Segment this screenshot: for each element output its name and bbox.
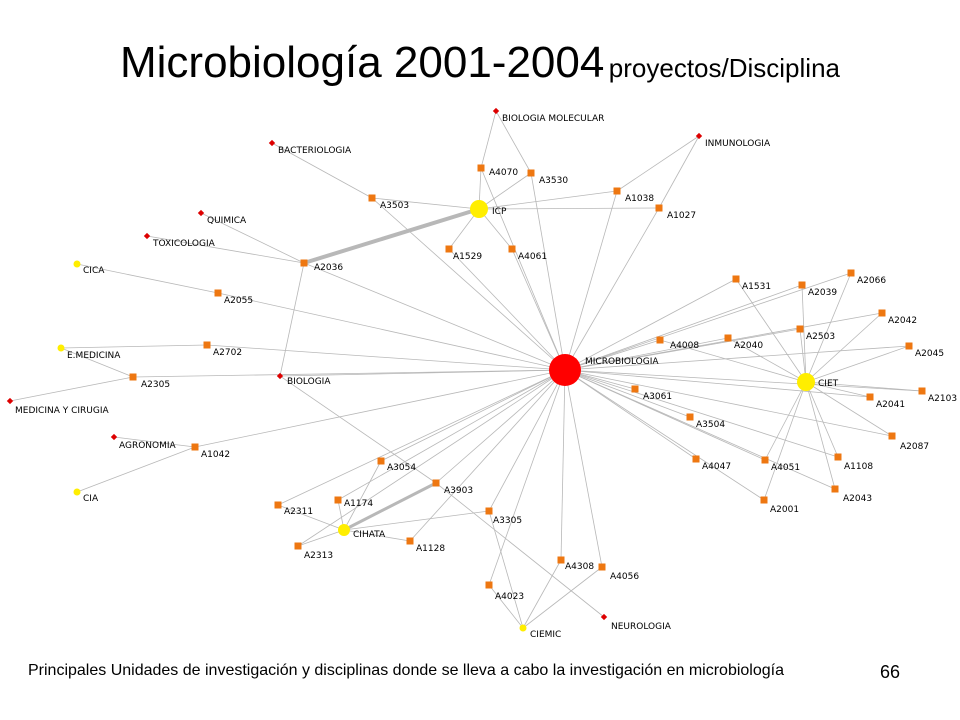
node-marker [74,489,81,496]
node-a2055 [215,290,254,307]
node-label: A2040 [734,341,764,351]
node-a2040 [725,335,764,352]
node-ciet [797,373,839,391]
node-marker [919,388,926,395]
edge-a3903-microbiologia [436,370,565,483]
node-a2001 [761,497,800,516]
node-label: CIHATA [353,530,386,540]
node-a4051 [762,457,801,474]
node-marker [867,394,874,401]
edge-a3305-microbiologia [489,370,565,511]
node-label: A4056 [610,572,640,582]
edge-biologia_molecular-a4070 [481,111,496,168]
edge-biologia-microbiologia [280,370,565,376]
edge-a2313-cihata [298,530,344,546]
node-a2305 [130,374,171,391]
node-marker [889,433,896,440]
node-marker [558,557,565,564]
node-label: CICA [83,266,105,276]
node-label: A2055 [224,296,254,306]
edge-a2702-e_medicina [61,345,207,348]
node-label: A1108 [844,462,874,472]
node-a2702 [204,342,243,359]
node-label: A1529 [453,252,483,262]
node-label: NEUROLOGIA [611,622,671,632]
node-marker [130,374,137,381]
node-marker [614,188,621,195]
node-label: A4308 [565,562,595,572]
node-label: INMUNOLOGIA [705,139,771,149]
node-a3903 [433,480,474,497]
node-a1529 [446,246,483,263]
node-label: A2036 [314,263,344,273]
node-a1027 [656,205,697,222]
node-a1128 [407,538,446,555]
node-ciemic [520,625,562,641]
edge-a4308-microbiologia [561,370,565,560]
node-marker [111,434,117,440]
node-marker [269,140,275,146]
node-label: A3305 [493,516,523,526]
node-a1108 [835,454,874,473]
edge-a1128-microbiologia [410,370,565,541]
node-a2103 [919,388,958,405]
node-marker [338,524,350,536]
node-a3530 [528,170,569,187]
node-medicina-y-cirugia [7,398,110,416]
node-marker [733,276,740,283]
edge-a1042-microbiologia [195,370,565,447]
node-marker [192,444,199,451]
node-label: A2042 [888,316,918,326]
node-label: A4070 [489,168,519,178]
page-number: 66 [880,662,901,682]
edge-a4056-microbiologia [565,370,602,567]
node-marker [493,108,499,114]
node-label: A1038 [625,194,655,204]
node-inmunologia [696,133,771,149]
node-label: QUIMICA [207,216,247,226]
node-marker [204,342,211,349]
node-marker [599,564,606,571]
slide-caption: Principales Unidades de investigación y disciplinas donde se lleva a cabo la investigación en microbiología [28,662,784,679]
node-a2311 [275,502,314,518]
node-neurologia [601,614,672,632]
node-label: ICP [492,207,507,217]
node-a2045 [906,343,945,360]
node-label: A1042 [201,450,231,460]
edge-a2043-ciet [806,382,835,489]
node-a2042 [879,310,918,327]
node-label: A1531 [742,282,772,292]
edge-a4070-microbiologia [481,168,565,370]
node-agronomia [111,434,177,451]
node-marker [797,373,815,391]
node-marker [486,582,493,589]
node-marker [528,170,535,177]
node-biologia-molecular [493,108,605,124]
node-label: A2503 [806,332,836,342]
node-a4308 [558,557,595,573]
edges-layer [10,111,922,628]
node-a4047 [693,456,732,473]
edge-a1108-microbiologia [565,370,838,457]
node-a2043 [832,486,873,505]
node-a1531 [733,276,772,293]
node-label: E.MEDICINA [67,351,121,361]
node-marker [799,282,806,289]
node-a1038 [614,188,655,205]
node-label: BACTERIOLOGIA [278,146,352,156]
node-marker [520,625,527,632]
node-marker [407,538,414,545]
node-a2066 [848,270,887,287]
node-a3054 [378,458,417,474]
node-marker [656,205,663,212]
node-label: A2103 [928,394,958,404]
node-label: TOXICOLOGIA [153,239,215,249]
node-marker [7,398,13,404]
node-label: MICROBIOLOGIA [585,357,659,367]
node-marker [657,337,664,344]
node-marker [369,195,376,202]
node-marker [848,270,855,277]
edge-a1027-microbiologia [565,208,659,370]
edge-a2311-microbiologia [278,370,565,505]
node-a3503 [369,195,410,212]
node-marker [198,210,204,216]
edge-a2045-ciet [806,346,909,382]
node-label: A1128 [416,544,446,554]
node-marker [433,480,440,487]
node-marker [832,486,839,493]
node-label: A3061 [643,392,673,402]
edge-a2313-microbiologia [298,370,565,546]
edge-a2036-microbiologia [304,263,565,370]
edge-a2305-medicina_y_cirugia [10,377,133,401]
node-label: A2311 [284,507,314,517]
edge-a1042-cia [77,447,195,492]
edge-a2702-microbiologia [207,345,565,370]
node-marker [797,326,804,333]
edge-a1531-ciet [736,279,806,382]
node-marker [215,290,222,297]
node-label: A2313 [304,551,334,561]
node-label: A4008 [670,341,700,351]
title-main: Microbiología 2001-2004 [120,38,605,87]
node-marker [693,456,700,463]
node-label: CIA [83,494,99,504]
node-marker [835,454,842,461]
edge-a4308-ciemic [523,560,561,628]
node-bacteriologia [269,140,352,156]
node-marker [277,373,283,379]
node-cia [74,489,99,505]
node-a4070 [478,165,519,179]
title-subtitle: proyectos/Disciplina [608,53,840,83]
node-marker [761,497,768,504]
node-a4023 [486,582,525,603]
node-label: BIOLOGIA [287,377,331,387]
node-label: A2001 [770,505,800,515]
node-label: A3530 [539,176,569,186]
node-a3061 [632,386,673,403]
node-label: A2041 [876,400,906,410]
node-marker [632,386,639,393]
node-marker [762,457,769,464]
edge-a1038-microbiologia [565,191,617,370]
node-a2313 [295,543,334,562]
node-cihata [338,524,386,540]
edge-a1174-microbiologia [338,370,565,500]
node-label: A2305 [141,380,171,390]
node-label: CIET [818,379,839,389]
node-label: A2039 [808,288,838,298]
node-marker [696,133,702,139]
edge-a4056-ciemic [523,567,602,628]
node-marker [335,497,342,504]
node-label: A2066 [857,276,887,286]
node-label: BIOLOGIA MOLECULAR [502,114,605,124]
edge-inmunologia-a1038 [617,136,699,191]
node-a2036 [301,260,344,274]
node-label: MEDICINA Y CIRUGIA [15,406,109,416]
node-label: A4051 [771,463,801,473]
node-label: A4023 [495,592,525,602]
node-a4056 [599,564,640,583]
node-marker [879,310,886,317]
node-label: A3504 [696,420,726,430]
edge-a4051-ciet [765,382,806,460]
node-marker [144,233,150,239]
edge-a2001-ciet [764,382,806,500]
node-a1042 [192,444,231,461]
node-a2087 [889,433,930,453]
node-label: A3054 [387,463,417,473]
edge-inmunologia-a1027 [659,136,699,208]
node-a4008 [657,337,700,352]
node-marker [549,354,581,386]
node-label: A2087 [900,442,930,452]
node-label: AGRONOMIA [119,441,176,451]
node-marker [301,260,308,267]
node-microbiologia [549,354,659,386]
edge-a3530-microbiologia [531,173,565,370]
node-marker [906,343,913,350]
node-marker [470,200,488,218]
node-label: A2043 [843,494,873,504]
node-toxicologia [144,233,216,249]
edge-a2042-ciet [806,313,882,382]
edge-a2036-biologia [280,263,304,376]
edge-a2001-microbiologia [565,370,764,500]
node-label: CIEMIC [530,630,562,640]
node-label: A2702 [213,348,243,358]
node-cica [74,261,106,277]
node-label: A3903 [444,486,474,496]
node-a2041 [867,394,906,411]
node-marker [446,246,453,253]
node-label: A3503 [380,201,410,211]
node-label: A2045 [915,349,945,359]
node-marker [478,165,485,172]
node-a2503 [797,326,836,343]
node-label: A1027 [667,211,697,221]
node-label: A4061 [518,252,548,262]
node-label: A4047 [702,462,732,472]
edge-a2055-microbiologia [218,293,565,370]
node-marker [295,543,302,550]
node-marker [275,502,282,509]
edge-a3503-microbiologia [372,198,565,370]
node-marker [378,458,385,465]
node-marker [725,335,732,342]
node-a1174 [335,497,374,510]
node-quimica [198,210,247,226]
node-marker [74,261,81,268]
node-marker [687,414,694,421]
node-marker [509,246,516,253]
node-marker [58,345,65,352]
node-marker [486,508,493,515]
node-label: A1174 [344,499,374,509]
